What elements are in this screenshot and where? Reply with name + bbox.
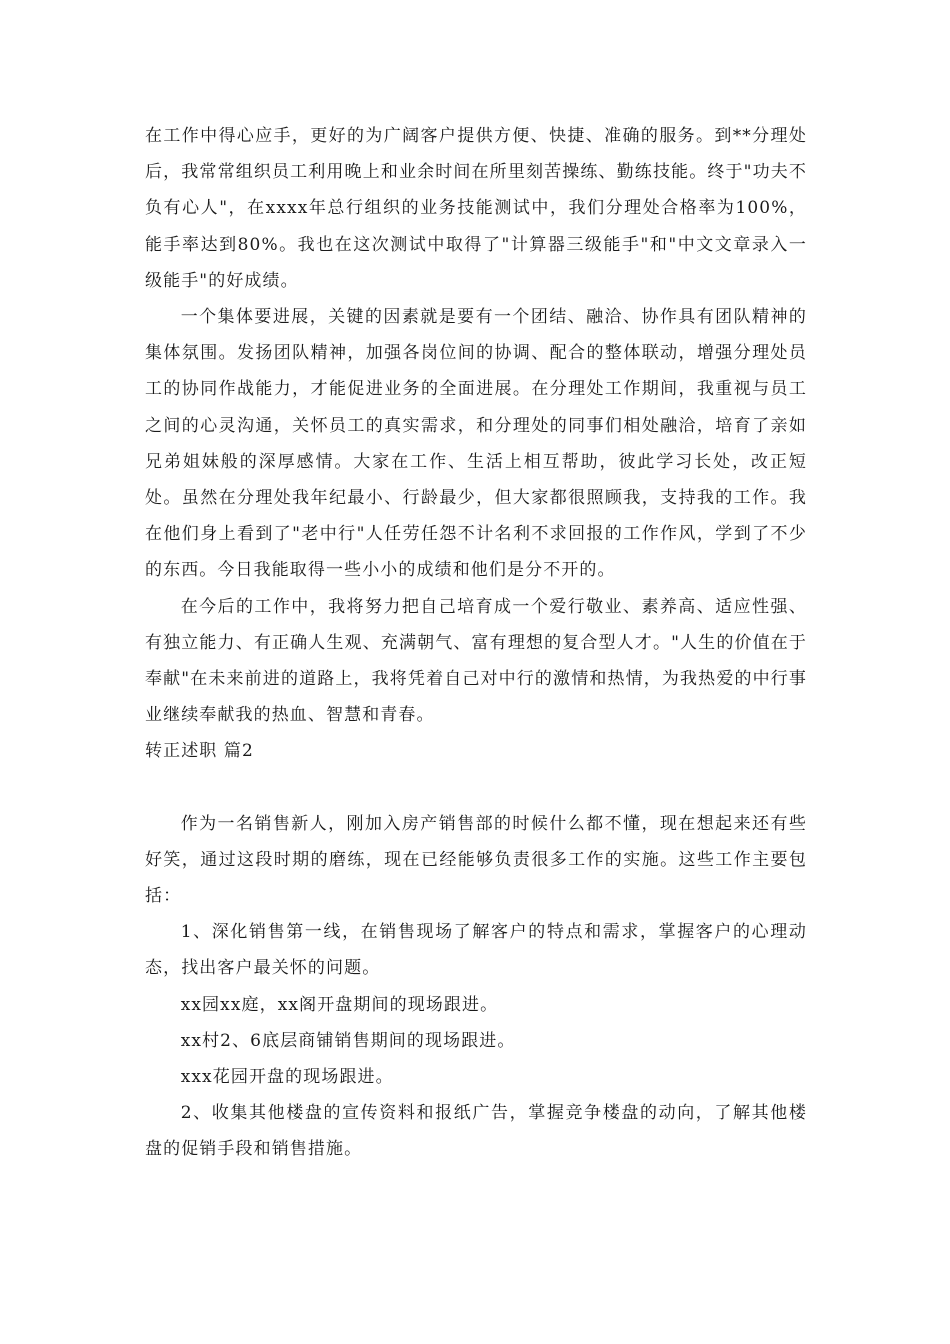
list-subitem: xx村2、6底层商铺销售期间的现场跟进。 bbox=[180, 1030, 516, 1051]
list-subitem: xxx花园开盘的现场跟进。 bbox=[180, 1067, 394, 1088]
paragraph-team-spirit: 一个集体要进展，关键的因素就是要有一个团结、融洽、协作具有团队精神的集体氛围。发扬团队精神，加强各岗位间的协调、配合的整体联动，增强分理处员工的协同作战能力，才能促进业务的全面进展。在分理处工作期间，我重视与员工之间的心灵沟通，关怀员工的真实需求，和分理处的同事们相处融洽，培育了亲如兄弟姐妹般的深厚感情。大家在工作、生活上相互帮助，彼此学习长处，改正短处。虽然在分理处我年纪最小、行龄最少，但大家都很照顾我，支持我的工作。我在他们身上看到了"老中行"人任劳任怨不计名利不求回报的工作作风，学到了不少的东西。今日我能取得一些小小的成绩和他们是分不开的。 bbox=[145, 307, 807, 581]
paragraph-sales-intro: 作为一名销售新人，刚加入房产销售部的时候什么都不懂，现在想起来还有些好笑，通过这段时期的磨练，现在已经能够负责很多工作的实施。这些工作主要包括： bbox=[145, 813, 807, 907]
list-item-1: 1、深化销售第一线，在销售现场了解客户的特点和需求，掌握客户的心理动态，找出客户最关怀的问题。 bbox=[145, 922, 807, 979]
blank-line bbox=[145, 770, 807, 806]
paragraph-service-skills: 在工作中得心应手，更好的为广阔客户提供方便、快捷、准确的服务。到**分理处后，我常常组织员工利用晚上和业余时间在所里刻苦操练、勤练技能。终于"功夫不负有心人"，在xxxx年总行组织的业务技能测试中，我们分理处合格率为100%，能手率达到80%。我也在这次测试中取得了"计算器三级能手"和"中文文章录入一级能手"的好成绩。 bbox=[145, 126, 807, 291]
document-page bbox=[145, 118, 807, 1168]
list-subitem: xx园xx庭，xx阁开盘期间的现场跟进。 bbox=[180, 994, 499, 1015]
paragraph-future-work: 在今后的工作中，我将努力把自己培育成一个爱行敬业、素养高、适应性强、有独立能力、有正确人生观、充满朝气、富有理想的复合型人才。"人生的价值在于奉献"在未来前进的道路上，我将凭着自己对中行的激情和热情，为我热爱的中行事业继续奉献我的热血、智慧和青春。 bbox=[145, 596, 807, 726]
section-heading: 转正述职 篇2 bbox=[145, 741, 254, 762]
list-item-2: 2、收集其他楼盘的宣传资料和报纸广告，掌握竞争楼盘的动向，了解其他楼盘的促销手段和销售措施。 bbox=[145, 1103, 807, 1160]
